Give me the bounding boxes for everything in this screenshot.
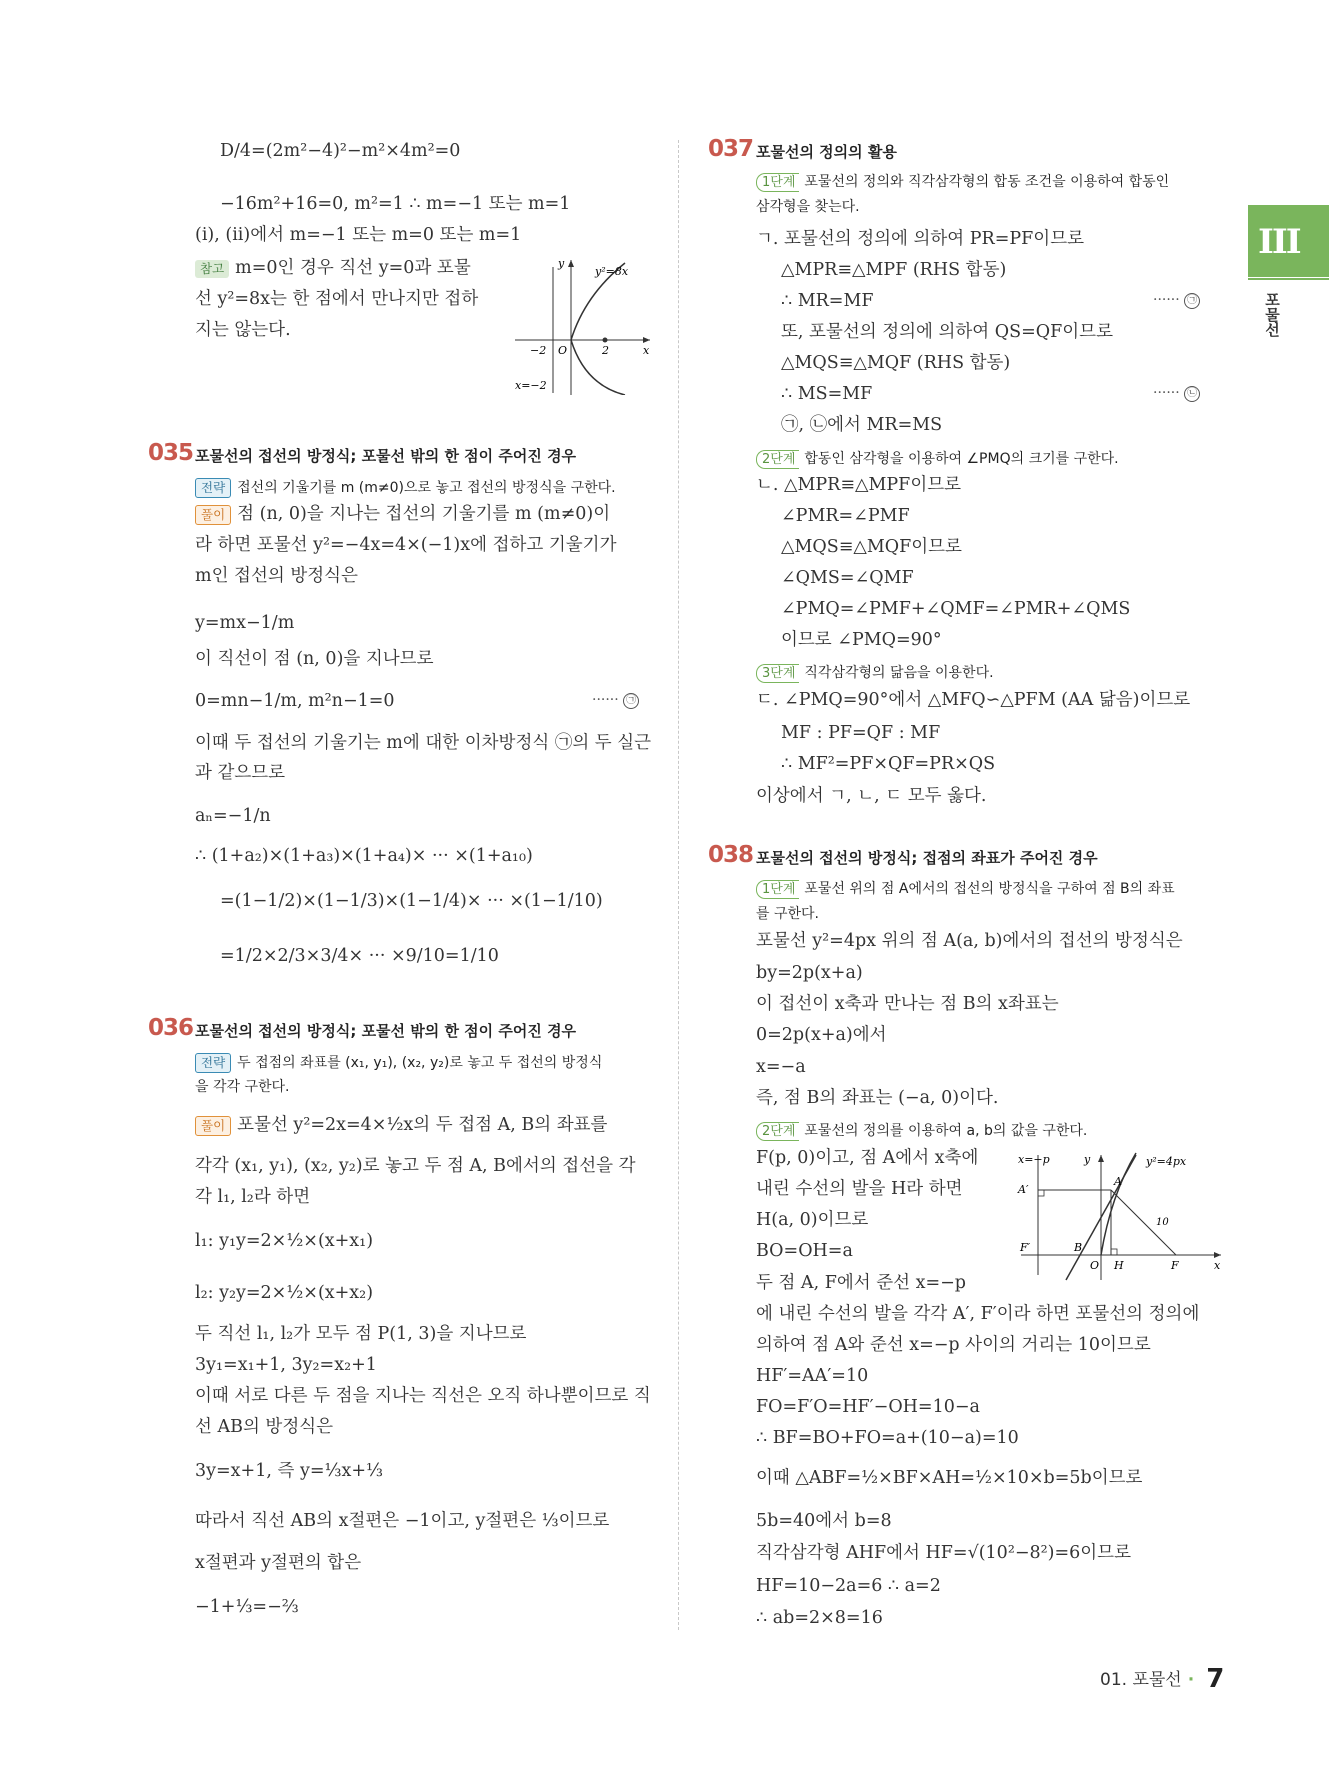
p036-solution-tag: 풀이 xyxy=(195,1116,231,1136)
g1-two-label: 2 xyxy=(602,344,609,357)
p038-b-6: 의하여 점 A와 준선 x=−p 사이의 거리는 10이므로 xyxy=(756,1335,1151,1355)
g1-line-label: x=−2 xyxy=(515,379,547,392)
p037-b-5: 이므로 ∠PMQ=90° xyxy=(781,630,942,650)
p038-b-7: HF′=AA′=10 xyxy=(756,1366,869,1386)
intro-line-1: D/4=(2m²−4)²−m²×4m²=0 xyxy=(220,141,461,161)
p037-step3 xyxy=(756,661,994,684)
p035-strategy-text: 접선의 기울기를 m (m≠0)으로 놓고 접선의 방정식을 구한다. xyxy=(237,480,616,496)
intro-line-3: (i), (ii)에서 m=−1 또는 m=0 또는 m=1 xyxy=(195,225,522,245)
p038-b-3: BO=OH=a xyxy=(756,1241,853,1261)
p036-line-5: 두 직선 l₁, l₂가 모두 점 P(1, 3)을 지나므로 xyxy=(195,1324,527,1344)
p037-b-1: ∠PMR=∠PMF xyxy=(781,506,910,526)
p038-b-11: 5b=40에서 b=8 xyxy=(756,1511,892,1531)
p037-b-0: ㄴ. △MPR≡△MPF이므로 xyxy=(756,475,962,495)
note-line-1 xyxy=(195,257,471,279)
p036-line-0 xyxy=(195,1114,607,1136)
p037-c-1: MF : PF=QF : MF xyxy=(781,723,941,743)
p037-a-5: ∴ MS=MF xyxy=(781,384,873,404)
problem-035-title: 포물선의 접선의 방정식; 포물선 밖의 한 점이 주어진 경우 xyxy=(195,447,577,465)
p035-text-0: 점 (n, 0)을 지나는 접선의 기울기를 m (m≠0)이 xyxy=(237,504,611,524)
problem-036-number: 036 xyxy=(148,1015,194,1041)
p037-step1-text: 포물선의 정의와 직각삼각형의 합동 조건을 이용하여 합동인 xyxy=(804,174,1170,190)
g1-curve-label: y²=8x xyxy=(595,265,629,278)
column-divider xyxy=(678,140,679,1630)
problem-037-number: 037 xyxy=(708,136,754,162)
p038-b-13: HF=10−2a=6 ∴ a=2 xyxy=(756,1576,941,1596)
p038-a-1: by=2p(x+a) xyxy=(756,963,863,983)
footer-chapter: 01. 포물선 xyxy=(1100,1670,1182,1690)
p038-a-3: 0=2p(x+a)에서 xyxy=(756,1025,887,1045)
p038-b-1: 내린 수선의 발을 H라 하면 xyxy=(756,1179,963,1199)
p038-step2-tag: 2단계 xyxy=(756,1122,799,1141)
p038-b-10: 이때 △ABF=½×BF×AH=½×10×b=5b이므로 xyxy=(756,1468,1143,1488)
g1-neg2-label: −2 xyxy=(530,344,547,357)
p036-line-4: l₂: y₂y=2×½×(x+x₂) xyxy=(195,1283,374,1303)
p036-strategy xyxy=(195,1051,602,1074)
chapter-tab-bar xyxy=(1248,278,1329,280)
g2-a-label: A xyxy=(1114,1175,1122,1188)
p035-solution-tag: 풀이 xyxy=(195,505,231,525)
problem-036-title: 포물선의 접선의 방정식; 포물선 밖의 한 점이 주어진 경우 xyxy=(195,1022,577,1040)
p037-step2 xyxy=(756,447,1119,470)
parabola-graph-2 xyxy=(1016,1145,1226,1285)
p035-line-8: aₙ=−1/n xyxy=(195,806,271,826)
g2-directrix-label: x=−p xyxy=(1018,1153,1050,1166)
g1-x-label: x xyxy=(643,344,650,357)
p035-line-0 xyxy=(195,503,610,525)
p036-strategy-tag: 전략 xyxy=(195,1053,231,1073)
p037-mark-1: ······ ㉠ xyxy=(1153,292,1200,309)
p036-line-6: 3y₁=x₁+1, 3y₂=x₂+1 xyxy=(195,1355,377,1375)
parabola-graph-1 xyxy=(515,255,655,395)
p037-b-2: △MQS≡△MQF이므로 xyxy=(781,537,962,557)
p037-a-0: ㄱ. 포물선의 정의에 의하여 PR=PF이므로 xyxy=(756,229,1085,249)
g2-x-label: x xyxy=(1214,1259,1221,1272)
note-tag: 참고 xyxy=(195,260,229,278)
g2-aprime-label: A′ xyxy=(1018,1183,1029,1196)
p038-step2-text: 포물선의 정의를 이용하여 a, b의 값을 구한다. xyxy=(804,1123,1088,1139)
g2-curve-label: y²=4px xyxy=(1146,1155,1187,1168)
p037-a-1: △MPR≡△MPF (RHS 합동) xyxy=(781,260,1007,280)
p035-strategy-tag: 전략 xyxy=(195,478,231,498)
p035-line-6: 이때 두 접선의 기울기는 m에 대한 이차방정식 ㉠의 두 실근 xyxy=(195,733,652,753)
g1-y-label: y xyxy=(558,257,565,270)
p036-text-0: 포물선 y²=2x=4×½x의 두 접점 A, B의 좌표를 xyxy=(237,1115,608,1135)
p035-line-9: ∴ (1+a₂)×(1+a₃)×(1+a₄)× ··· ×(1+a₁₀) xyxy=(195,846,533,866)
problem-038-title: 포물선의 접선의 방정식; 접점의 좌표가 주어진 경우 xyxy=(756,849,1098,867)
p038-b-0: F(p, 0)이고, 점 A에서 x축에 xyxy=(756,1148,979,1168)
p038-b-4: 두 점 A, F에서 준선 x=−p xyxy=(756,1273,966,1293)
p036-line-12: −1+⅓=−⅔ xyxy=(195,1597,299,1617)
p036-line-10: 따라서 직선 AB의 x절편은 −1이고, y절편은 ⅓이므로 xyxy=(195,1511,610,1531)
chapter-label: 포물선 xyxy=(1263,292,1281,337)
page-footer xyxy=(1100,1664,1224,1694)
p037-c-0: ㄷ. ∠PMQ=90°에서 △MFQ∽△PFM (AA 닮음)이므로 xyxy=(756,690,1191,710)
p036-line-2: 각 l₁, l₂라 하면 xyxy=(195,1187,311,1207)
problem-035-number: 035 xyxy=(148,440,194,466)
g2-b-label: B xyxy=(1074,1241,1083,1254)
p035-mark: ······ ㉠ xyxy=(592,692,639,709)
footer-dot: · xyxy=(1187,1670,1195,1690)
p037-step1-tag: 1단계 xyxy=(756,173,799,192)
p037-b-3: ∠QMS=∠QMF xyxy=(781,568,914,588)
p035-line-1: 라 하면 포물선 y²=−4x=4×(−1)x에 접하고 기울기가 xyxy=(195,535,617,555)
page-number: 7 xyxy=(1206,1664,1225,1694)
p037-step2-tag: 2단계 xyxy=(756,450,799,469)
note-text-1: m=0인 경우 직선 y=0과 포물 xyxy=(235,258,471,278)
p037-step1 xyxy=(756,170,1169,193)
p038-step1 xyxy=(756,877,1175,900)
p038-step2 xyxy=(756,1119,1087,1142)
p038-a-4: x=−a xyxy=(756,1057,806,1077)
p038-a-0: 포물선 y²=4px 위의 점 A(a, b)에서의 접선의 방정식은 xyxy=(756,931,1183,951)
intro-line-2: −16m²+16=0, m²=1 ∴ m=−1 또는 m=1 xyxy=(220,194,571,214)
p038-b-12: 직각삼각형 AHF에서 HF=√(10²−8²)=6이므로 xyxy=(756,1543,1131,1563)
p037-a-6: ㉠, ㉡에서 MR=MS xyxy=(781,415,943,435)
p036-line-8: 선 AB의 방정식은 xyxy=(195,1417,334,1437)
p036-strategy-line-2: 을 각각 구한다. xyxy=(195,1079,290,1095)
g2-origin-label: O xyxy=(1090,1259,1100,1272)
p036-line-9: 3y=x+1, 즉 y=⅓x+⅓ xyxy=(195,1461,383,1481)
g2-h-label: H xyxy=(1114,1259,1124,1272)
p037-mark-2-circle: ㉡ xyxy=(1184,386,1200,402)
p037-a-3: 또, 포물선의 정의에 의하여 QS=QF이므로 xyxy=(781,322,1113,342)
p035-line-10: =(1−1/2)×(1−1/3)×(1−1/4)× ··· ×(1−1/10) xyxy=(220,891,603,911)
p035-mark-circle: ㉠ xyxy=(623,693,639,709)
p038-b-9: ∴ BF=BO+FO=a+(10−a)=10 xyxy=(756,1428,1019,1448)
g2-ten-label: 10 xyxy=(1156,1217,1169,1228)
p038-step1-tag: 1단계 xyxy=(756,880,799,899)
p036-line-3: l₁: y₁y=2×½×(x+x₁) xyxy=(195,1231,374,1251)
p036-line-7: 이때 서로 다른 두 점을 지나는 직선은 오직 하나뿐이므로 직 xyxy=(195,1386,651,1406)
p037-mark-1-circle: ㉠ xyxy=(1184,293,1200,309)
p037-step1-line-2: 삼각형을 찾는다. xyxy=(756,199,860,215)
p037-mark-2: ······ ㉡ xyxy=(1153,385,1200,402)
p038-step1-line-2: 를 구한다. xyxy=(756,906,819,922)
problem-038-number: 038 xyxy=(708,842,754,868)
p037-b-4: ∠PMQ=∠PMF+∠QMF=∠PMR+∠QMS xyxy=(781,599,1131,619)
note-line-2: 선 y²=8x는 한 점에서 만나지만 접하 xyxy=(195,289,479,309)
p038-b-8: FO=F′O=HF′−OH=10−a xyxy=(756,1397,980,1417)
p035-line-2: m인 접선의 방정식은 xyxy=(195,566,358,586)
p035-strategy xyxy=(195,476,616,499)
p038-step1-text: 포물선 위의 점 A에서의 접선의 방정식을 구하여 점 B의 좌표 xyxy=(804,881,1175,897)
p037-step3-text: 직각삼각형의 닮음을 이용한다. xyxy=(804,665,994,681)
problem-037-title: 포물선의 정의의 활용 xyxy=(756,143,897,161)
p035-line-4: 이 직선이 점 (n, 0)을 지나므로 xyxy=(195,649,434,669)
p035-line-3: y=mx−1/m xyxy=(195,613,295,633)
p035-line-11: =1/2×2/3×3/4× ··· ×9/10=1/10 xyxy=(220,946,499,966)
p036-line-1: 각각 (x₁, y₁), (x₂, y₂)로 놓고 두 점 A, B에서의 접선을 각 xyxy=(195,1156,636,1176)
p038-a-2: 이 접선이 x축과 만나는 점 B의 x좌표는 xyxy=(756,994,1059,1014)
p038-b-2: H(a, 0)이므로 xyxy=(756,1210,869,1230)
p037-c-2: ∴ MF²=PF×QF=PR×QS xyxy=(781,754,996,774)
p036-strategy-text-1: 두 접점의 좌표를 (x₁, y₁), (x₂, y₂)로 놓고 두 접선의 방정식 xyxy=(237,1055,603,1071)
p037-step2-text: 합동인 삼각형을 이용하여 ∠PMQ의 크기를 구한다. xyxy=(804,451,1119,467)
g2-fprime-label: F′ xyxy=(1020,1241,1031,1254)
p037-c-3: 이상에서 ㄱ, ㄴ, ㄷ 모두 옳다. xyxy=(756,786,987,806)
g1-origin-label: O xyxy=(558,344,568,357)
p036-line-11: x절편과 y절편의 합은 xyxy=(195,1553,362,1573)
g2-f-label: F xyxy=(1171,1259,1179,1272)
p037-step3-tag: 3단계 xyxy=(756,664,799,683)
p035-line-5: 0=mn−1/m, m²n−1=0 xyxy=(195,691,395,711)
chapter-roman: III xyxy=(1258,222,1300,262)
p038-a-5: 즉, 점 B의 좌표는 (−a, 0)이다. xyxy=(756,1088,999,1108)
p035-line-7: 과 같으므로 xyxy=(195,763,286,783)
p037-a-2: ∴ MR=MF xyxy=(781,291,874,311)
p037-a-4: △MQS≡△MQF (RHS 합동) xyxy=(781,353,1011,373)
p038-b-5: 에 내린 수선의 발을 각각 A′, F′이라 하면 포물선의 정의에 xyxy=(756,1304,1200,1324)
note-line-3: 지는 않는다. xyxy=(195,320,291,340)
p038-b-14: ∴ ab=2×8=16 xyxy=(756,1608,883,1628)
g2-y-label: y xyxy=(1084,1153,1091,1166)
